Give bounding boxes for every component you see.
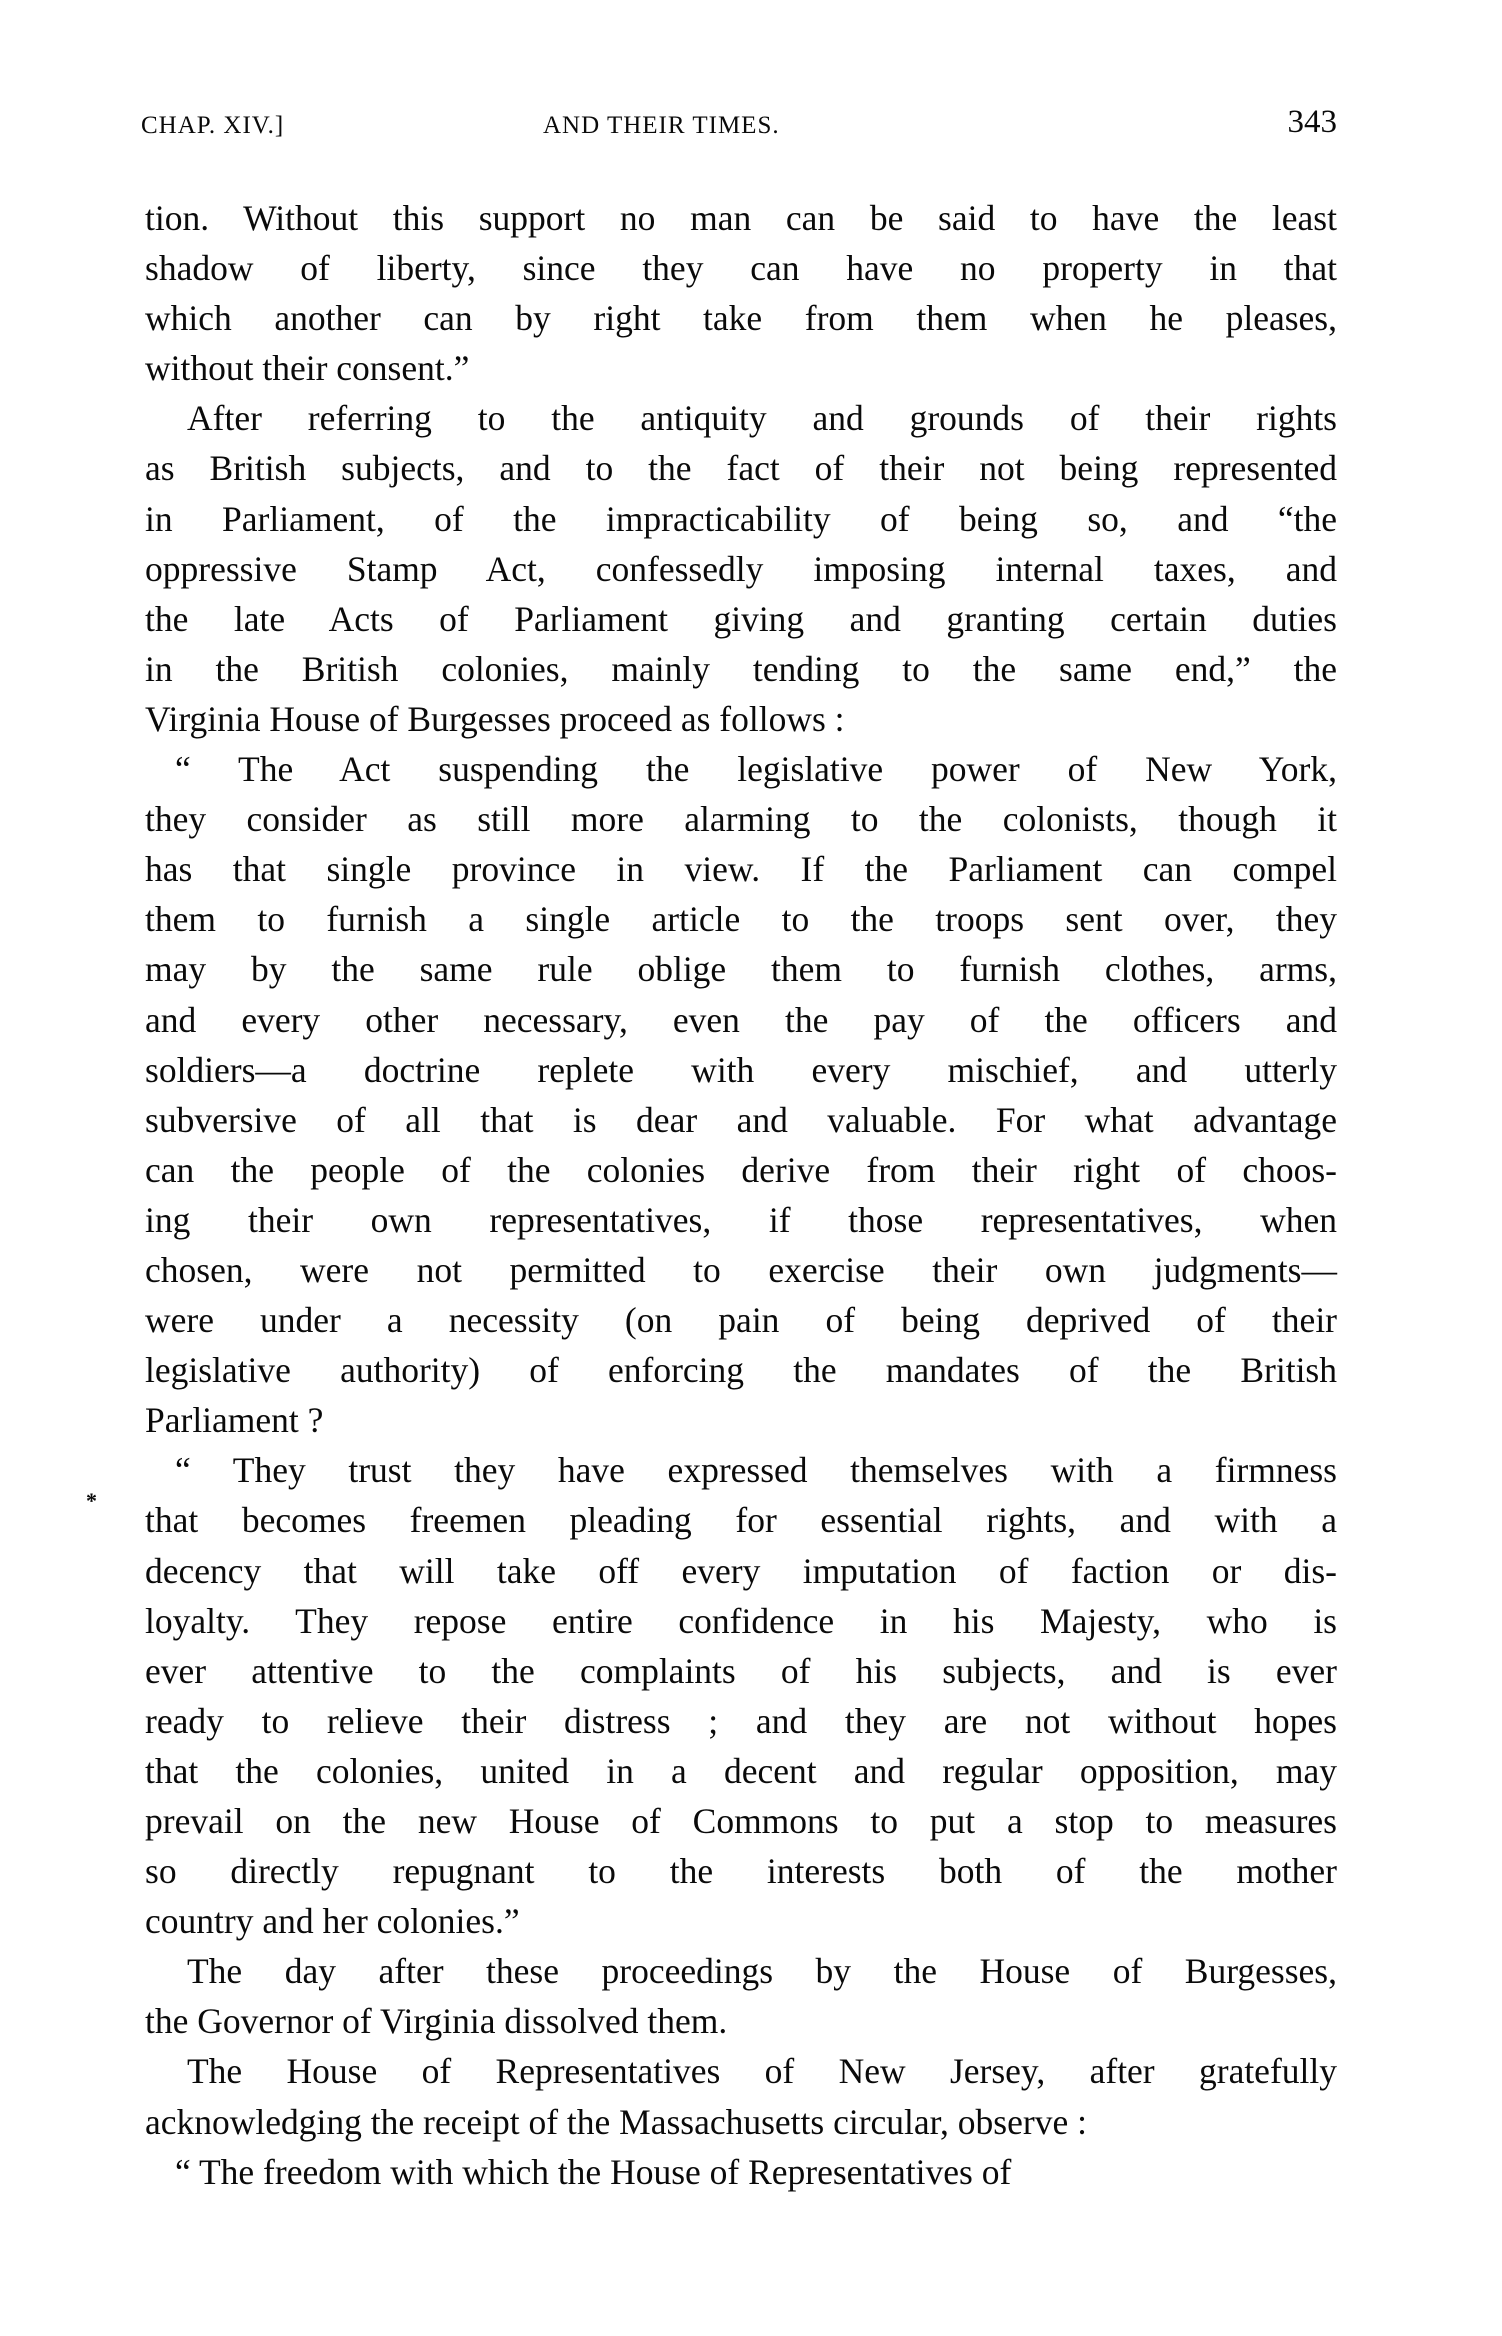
body-text (145, 193, 1337, 2197)
text-line: subversive of all that is dear and valuable. For what advantage (145, 1099, 1337, 1140)
text-line: as British subjects, and to the fact of their not being represented (145, 448, 1337, 489)
text-line: may by the same rule oblige them to furnish clothes, arms, (145, 949, 1337, 990)
text-line: that the colonies, united in a decent and regular opposition, may (145, 1750, 1337, 1791)
text-line: which another can by right take from them when he pleases, (145, 298, 1337, 339)
text-line: country and her colonies.” (145, 1901, 520, 1942)
paragraph (145, 2046, 1337, 2146)
text-line: and every other necessary, even the pay of the officers and (145, 999, 1337, 1040)
text-line: they consider as still more alarming to the colonists, though it (145, 799, 1337, 840)
running-head (141, 104, 1337, 146)
text-line: so directly repugnant to the interests both of the mother (145, 1851, 1337, 1892)
text-line: that becomes freemen pleading for essential rights, and with a (145, 1500, 1337, 1541)
paragraph (145, 744, 1337, 1445)
paragraph (145, 393, 1337, 744)
text-line: prevail on the new House of Commons to put a stop to measures (145, 1801, 1337, 1841)
text-line: acknowledging the receipt of the Massachusetts circular, observe : (145, 2101, 1087, 2142)
paragraph (145, 193, 1337, 393)
text-line: soldiers—a doctrine replete with every mischief, and utterly (145, 1049, 1337, 1090)
text-line: Parliament ? (145, 1400, 324, 1441)
text-line: the late Acts of Parliament giving and granting certain duties (145, 598, 1337, 639)
text-line: Virginia House of Burgesses proceed as follows : (145, 698, 845, 739)
text-line: decency that will take off every imputation of faction or dis- (145, 1550, 1337, 1591)
text-line: loyalty. They repose entire confidence in his Majesty, who is (145, 1600, 1337, 1641)
margin-asterisk-mark: * (86, 1488, 97, 1513)
page-number: 343 (1287, 104, 1337, 140)
text-line: ing their own representatives, if those representatives, when (145, 1199, 1337, 1240)
paragraph (145, 2147, 1337, 2197)
text-line: ever attentive to the complaints of his subjects, and is ever (145, 1650, 1337, 1691)
text-line: the Governor of Virginia dissolved them. (145, 2001, 728, 2042)
text-line: The day after these proceedings by the House of Burgesses, (187, 1951, 1337, 1992)
text-line: has that single province in view. If the Parliament can compel (145, 849, 1337, 890)
chapter-label: CHAP. XIV.] (141, 112, 285, 139)
text-line: “ They trust they have expressed themselves with a firmness (175, 1450, 1337, 1491)
text-line: in Parliament, of the impracticability of being so, and “the (145, 498, 1337, 539)
text-line: “ The Act suspending the legislative power of New York, (175, 749, 1337, 790)
text-line: After referring to the antiquity and grounds of their rights (187, 398, 1337, 439)
paragraph (145, 1445, 1337, 1946)
text-line: oppressive Stamp Act, confessedly imposing internal taxes, and (145, 548, 1337, 589)
text-line: were under a necessity (on pain of being deprived of their (145, 1300, 1337, 1341)
paragraph (145, 1946, 1337, 2046)
text-line: shadow of liberty, since they can have no property in that (145, 248, 1337, 289)
text-line: in the British colonies, mainly tending to the same end,” the (145, 648, 1337, 689)
text-line: “ The freedom with which the House of Representatives of (175, 2151, 1012, 2192)
text-line: them to furnish a single article to the troops sent over, they (145, 899, 1337, 940)
text-line: without their consent.” (145, 348, 470, 389)
text-line: tion. Without this support no man can be said to have the least (145, 198, 1337, 238)
text-line: chosen, were not permitted to exercise their own judgments— (145, 1249, 1337, 1290)
text-line: legislative authority) of enforcing the mandates of the British (145, 1350, 1337, 1391)
text-line: can the people of the colonies derive from their right of choos- (145, 1149, 1337, 1190)
text-line: ready to relieve their distress ; and they are not without hopes (145, 1700, 1337, 1741)
running-title: AND THEIR TIMES. (543, 112, 780, 139)
text-line: The House of Representatives of New Jersey, after gratefully (187, 2051, 1337, 2092)
